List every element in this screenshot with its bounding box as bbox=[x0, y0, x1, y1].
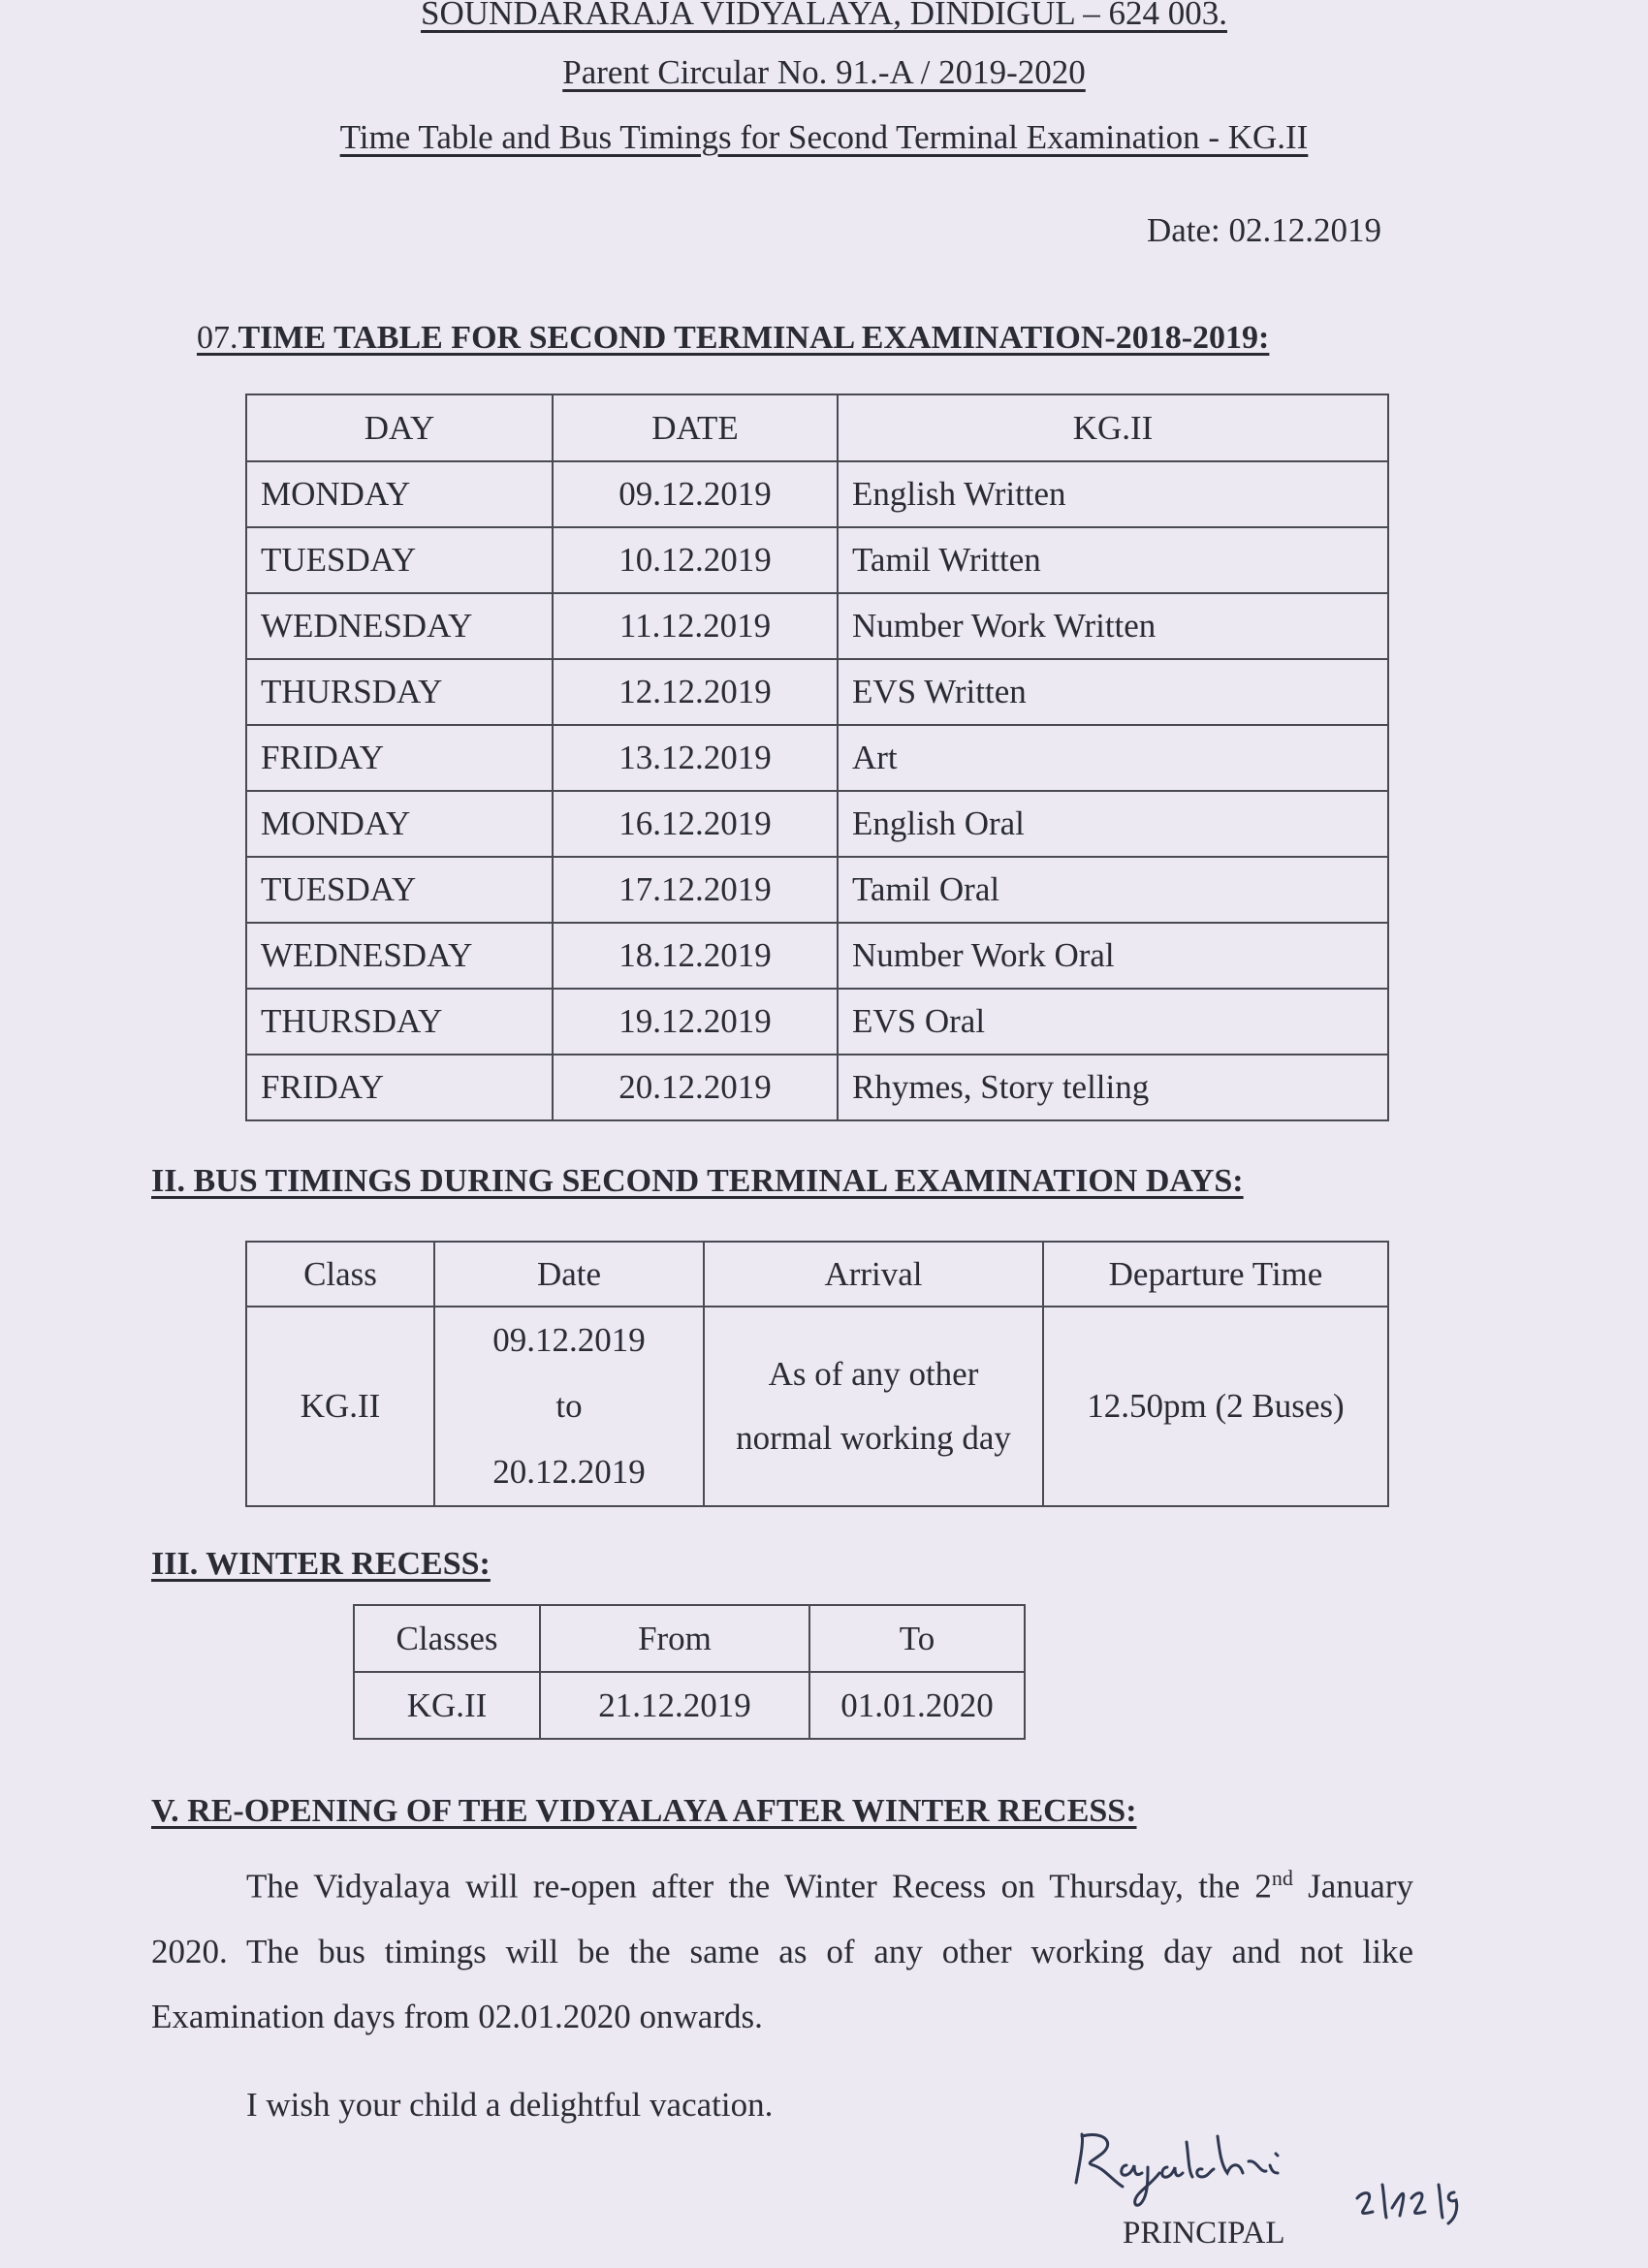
timetable-body bbox=[246, 461, 1388, 1120]
section-title: TIME TABLE FOR SECOND TERMINAL EXAMINATION-2018-2019: bbox=[238, 320, 1270, 356]
column-header-class: KG.II bbox=[838, 394, 1388, 461]
table-header-row bbox=[246, 394, 1388, 461]
winter-class-cell: KG.II bbox=[354, 1672, 540, 1739]
bus-departure-cell: 12.50pm (2 Buses) bbox=[1043, 1307, 1388, 1506]
bus-arrival-line1: As of any other bbox=[768, 1355, 979, 1393]
day-cell: TUESDAY bbox=[246, 857, 553, 923]
subject-cell: English Written bbox=[838, 461, 1388, 527]
bus-class-cell: KG.II bbox=[246, 1307, 434, 1506]
date-cell: 12.12.2019 bbox=[553, 659, 838, 725]
day-cell: THURSDAY bbox=[246, 989, 553, 1055]
section-reopening-heading: V. RE-OPENING OF THE VIDYALAYA AFTER WINTER RECESS: bbox=[151, 1793, 1137, 1829]
reopening-paragraph bbox=[151, 1845, 1413, 2049]
date-cell: 19.12.2019 bbox=[553, 989, 838, 1055]
circular-number: Parent Circular No. 91.-A / 2019-2020 bbox=[562, 53, 1086, 91]
subject-cell: Tamil Oral bbox=[838, 857, 1388, 923]
day-cell: THURSDAY bbox=[246, 659, 553, 725]
table-row bbox=[246, 1055, 1388, 1120]
circular-subject: Time Table and Bus Timings for Second Terminal Examination - KG.II bbox=[339, 118, 1309, 156]
section-bus-heading: II. BUS TIMINGS DURING SECOND TERMINAL EXAMINATION DAYS: bbox=[151, 1163, 1244, 1199]
reopening-text-part2: January 2020. The bus timings will be the same as of any other working day and not like Examination days from 02.01.2020 onwards. bbox=[151, 1867, 1413, 2035]
bus-timings-table bbox=[245, 1241, 1389, 1507]
bus-date-from: 09.12.2019 bbox=[492, 1321, 646, 1359]
column-header-departure: Departure Time bbox=[1043, 1242, 1388, 1307]
column-header-to: To bbox=[809, 1605, 1025, 1672]
date-cell: 09.12.2019 bbox=[553, 461, 838, 527]
school-name: SOUNDARARAJA VIDYALAYA, DINDIGUL – 624 003. bbox=[421, 0, 1227, 32]
date-cell: 20.12.2019 bbox=[553, 1055, 838, 1120]
winter-recess-table bbox=[353, 1604, 1026, 1740]
table-row bbox=[246, 527, 1388, 593]
table-row bbox=[246, 1307, 1388, 1506]
table-header-row bbox=[246, 1242, 1388, 1307]
table-row bbox=[246, 989, 1388, 1055]
table-row bbox=[246, 791, 1388, 857]
subject-cell: EVS Oral bbox=[838, 989, 1388, 1055]
table-row bbox=[246, 593, 1388, 659]
subject-cell: Rhymes, Story telling bbox=[838, 1055, 1388, 1120]
date-cell: 13.12.2019 bbox=[553, 725, 838, 791]
exam-timetable bbox=[245, 394, 1389, 1121]
table-row bbox=[246, 461, 1388, 527]
table-row bbox=[246, 923, 1388, 989]
date-cell: 17.12.2019 bbox=[553, 857, 838, 923]
table-row bbox=[354, 1672, 1025, 1739]
bus-arrival-cell bbox=[704, 1307, 1043, 1506]
subject-cell: EVS Written bbox=[838, 659, 1388, 725]
reopening-ordinal-suffix: nd bbox=[1271, 1866, 1293, 1890]
subject-cell: Tamil Written bbox=[838, 527, 1388, 593]
bus-arrival-line2: normal working day bbox=[736, 1419, 1011, 1457]
subject-cell: Number Work Oral bbox=[838, 923, 1388, 989]
table-row bbox=[246, 659, 1388, 725]
section-number: 07. bbox=[197, 320, 238, 356]
date-cell: 11.12.2019 bbox=[553, 593, 838, 659]
day-cell: WEDNESDAY bbox=[246, 593, 553, 659]
subject-cell: English Oral bbox=[838, 791, 1388, 857]
column-header-date: DATE bbox=[553, 394, 838, 461]
date-cell: 10.12.2019 bbox=[553, 527, 838, 593]
subject-cell: Number Work Written bbox=[838, 593, 1388, 659]
table-row bbox=[246, 857, 1388, 923]
reopening-text-part1: The Vidyalaya will re-open after the Winter Recess on Thursday, the 2 bbox=[246, 1867, 1272, 1906]
column-header-class: Class bbox=[246, 1242, 434, 1307]
column-header-arrival: Arrival bbox=[704, 1242, 1043, 1307]
day-cell: FRIDAY bbox=[246, 1055, 553, 1120]
section-winter-heading: III. WINTER RECESS: bbox=[151, 1546, 491, 1582]
column-header-day: DAY bbox=[246, 394, 553, 461]
bus-date-to: 20.12.2019 bbox=[492, 1453, 646, 1491]
bus-date-to-word: to bbox=[555, 1387, 583, 1425]
column-header-from: From bbox=[540, 1605, 809, 1672]
subject-cell: Art bbox=[838, 725, 1388, 791]
date-cell: 18.12.2019 bbox=[553, 923, 838, 989]
principal-label: PRINCIPAL bbox=[1123, 2216, 1285, 2251]
principal-signature bbox=[1066, 2123, 1474, 2229]
circular-date: Date: 02.12.2019 bbox=[1146, 211, 1381, 249]
bus-date-cell bbox=[434, 1307, 704, 1506]
table-row bbox=[246, 725, 1388, 791]
day-cell: MONDAY bbox=[246, 791, 553, 857]
day-cell: MONDAY bbox=[246, 461, 553, 527]
winter-from-cell: 21.12.2019 bbox=[540, 1672, 809, 1739]
day-cell: FRIDAY bbox=[246, 725, 553, 791]
section-timetable-heading bbox=[197, 320, 1269, 357]
column-header-classes: Classes bbox=[354, 1605, 540, 1672]
table-header-row bbox=[354, 1605, 1025, 1672]
closing-wish: I wish your child a delightful vacation. bbox=[246, 2086, 774, 2124]
date-cell: 16.12.2019 bbox=[553, 791, 838, 857]
column-header-date: Date bbox=[434, 1242, 704, 1307]
day-cell: TUESDAY bbox=[246, 527, 553, 593]
day-cell: WEDNESDAY bbox=[246, 923, 553, 989]
winter-to-cell: 01.01.2020 bbox=[809, 1672, 1025, 1739]
